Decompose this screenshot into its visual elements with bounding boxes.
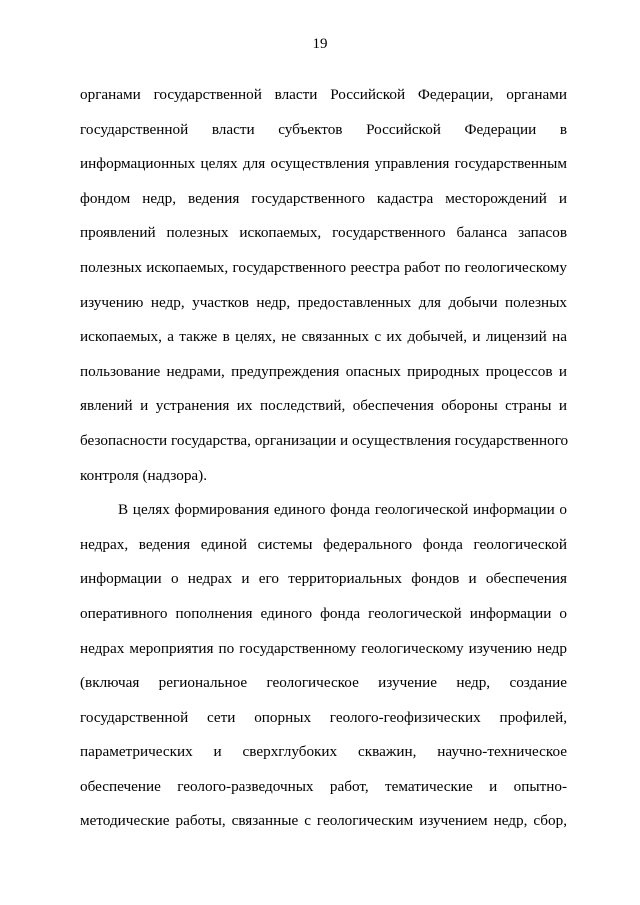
text-line: В целях формирования единого фонда геологической информации о bbox=[118, 501, 567, 519]
text-line: недрах мероприятия по государственному геологическому изучению недр bbox=[80, 639, 567, 657]
text-line: ископаемых, а также в целях, не связанных с их добычей, и лицензий на bbox=[80, 328, 567, 346]
text-line: информации о недрах и его территориальных фондов и обеспечения bbox=[80, 570, 567, 588]
text-line: информационных целях для осуществления управления государственным bbox=[80, 155, 567, 173]
text-line: государственной власти субъектов Российской Федерации в bbox=[80, 120, 567, 138]
text-line: фондом недр, ведения государственного кадастра месторождений и bbox=[80, 189, 567, 207]
text-line: безопасности государства, организации и осуществления государственного bbox=[80, 431, 569, 449]
text-line: изучению недр, участков недр, предоставленных для добычи полезных bbox=[80, 293, 567, 311]
text-line: органами государственной власти Российской Федерации, органами bbox=[80, 86, 567, 103]
paragraph bbox=[80, 78, 567, 493]
text-line: оперативного пополнения единого фонда геологической информации о bbox=[80, 604, 567, 622]
document-body bbox=[80, 78, 567, 839]
page-number: 19 bbox=[312, 36, 328, 52]
text-line: пользование недрами, предупреждения опасных природных процессов и bbox=[80, 362, 567, 380]
text-line: явлений и устранения их последствий, обеспечения обороны страны и bbox=[80, 397, 567, 415]
text-line: недрах, ведения единой системы федерального фонда геологической bbox=[80, 535, 567, 553]
paragraph bbox=[80, 493, 567, 839]
text-line: контроля (надзора). bbox=[80, 466, 208, 484]
text-line: параметрических и сверхглубоких скважин, научно-техническое bbox=[80, 743, 567, 761]
text-line: государственной сети опорных геолого-геофизических профилей, bbox=[80, 708, 567, 726]
text-line: (включая региональное геологическое изучение недр, создание bbox=[80, 674, 567, 692]
text-line: проявлений полезных ископаемых, государственного баланса запасов bbox=[80, 224, 567, 242]
text-line: методические работы, связанные с геологическим изучением недр, сбор, bbox=[80, 812, 567, 830]
text-line: обеспечение геолого-разведочных работ, тематические и опытно- bbox=[80, 777, 567, 795]
text-line: полезных ископаемых, государственного реестра работ по геологическому bbox=[80, 258, 567, 276]
